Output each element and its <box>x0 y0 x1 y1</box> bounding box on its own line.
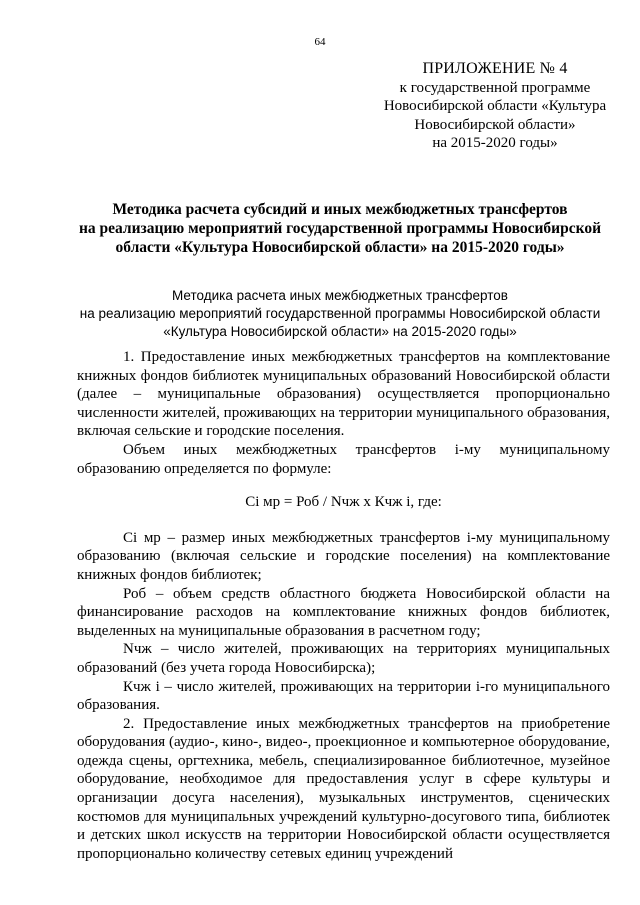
appendix-line: Новосибирской области» <box>414 116 576 133</box>
section-subtitle <box>70 287 610 341</box>
document-body <box>77 348 610 863</box>
document-title <box>70 200 610 257</box>
subtitle-line: Методика расчета иных межбюджетных трансфертов <box>172 288 508 303</box>
paragraph: 2. Предоставление иных межбюджетных трансфертов на приобретение оборудования (аудио-, кино-, видео-, проекционное и компьютерное оборудование, одежда сцены, оргтехника, мебель, специализированное библиотечное, музейное оборудование, необходимое для предоставления услуг в сфере культуры и организации досуга населения), музыкальных инструментов, сценических костюмов для муниципальных учреждений культурно-досугового типа, библиотек и детских школ искусств на территории Новосибирской области осуществляется пропорционально количеству сетевых единиц учреждений <box>77 715 610 862</box>
appendix-line: на 2015-2020 годы» <box>432 135 558 151</box>
appendix-line: Новосибирской области «Культура <box>383 98 607 114</box>
page-number: 64 <box>314 36 326 48</box>
paragraph: 1. Предоставление иных межбюджетных трансфертов на комплектование книжных фондов библиотек муниципальных образований Новосибирской области (далее – муниципальные образования) осуществляется пропорционально численности жителей, проживающих на территории муниципального образования, включая сельские и городские поселения. <box>77 349 610 440</box>
definition-paragraph: Кчж i – число жителей, проживающих на территории i-го муниципального образования. <box>77 678 610 714</box>
subtitle-line: на реализацию мероприятий государственной программы Новосибирской области <box>79 306 601 321</box>
definition-paragraph: Роб – объем средств областного бюджета Новосибирской области на финансирование расходов на комплектование книжных фондов библиотек, выделенных на муниципальные образования в расчетном году; <box>77 585 610 639</box>
appendix-heading: ПРИЛОЖЕНИЕ № 4 <box>422 60 568 77</box>
title-line: на реализацию мероприятий государственной программы Новосибирской <box>78 220 601 237</box>
appendix-block <box>370 60 620 153</box>
definition-paragraph: Ci мр – размер иных межбюджетных трансфертов i-му муниципальному образованию (включая сельские и городские поселения) на комплектование книжных фондов библиотек; <box>77 529 610 583</box>
title-line: области «Культура Новосибирской области» на 2015-2020 годы» <box>115 239 565 256</box>
subtitle-line: «Культура Новосибирской области» на 2015-2020 годы» <box>163 324 517 339</box>
title-line: Методика расчета субсидий и иных межбюджетных трансфертов <box>112 201 568 218</box>
appendix-line: к государственной программе <box>399 79 591 96</box>
definition-paragraph: Nчж – число жителей, проживающих на территориях муниципальных образований (без учета города Новосибирска); <box>77 641 610 676</box>
formula: Ci мр = Роб / Nчж x Кчж i, где: <box>245 494 442 511</box>
paragraph: Объем иных межбюджетных трансфертов i-му муниципальному образованию определяется по формуле: <box>77 441 610 477</box>
